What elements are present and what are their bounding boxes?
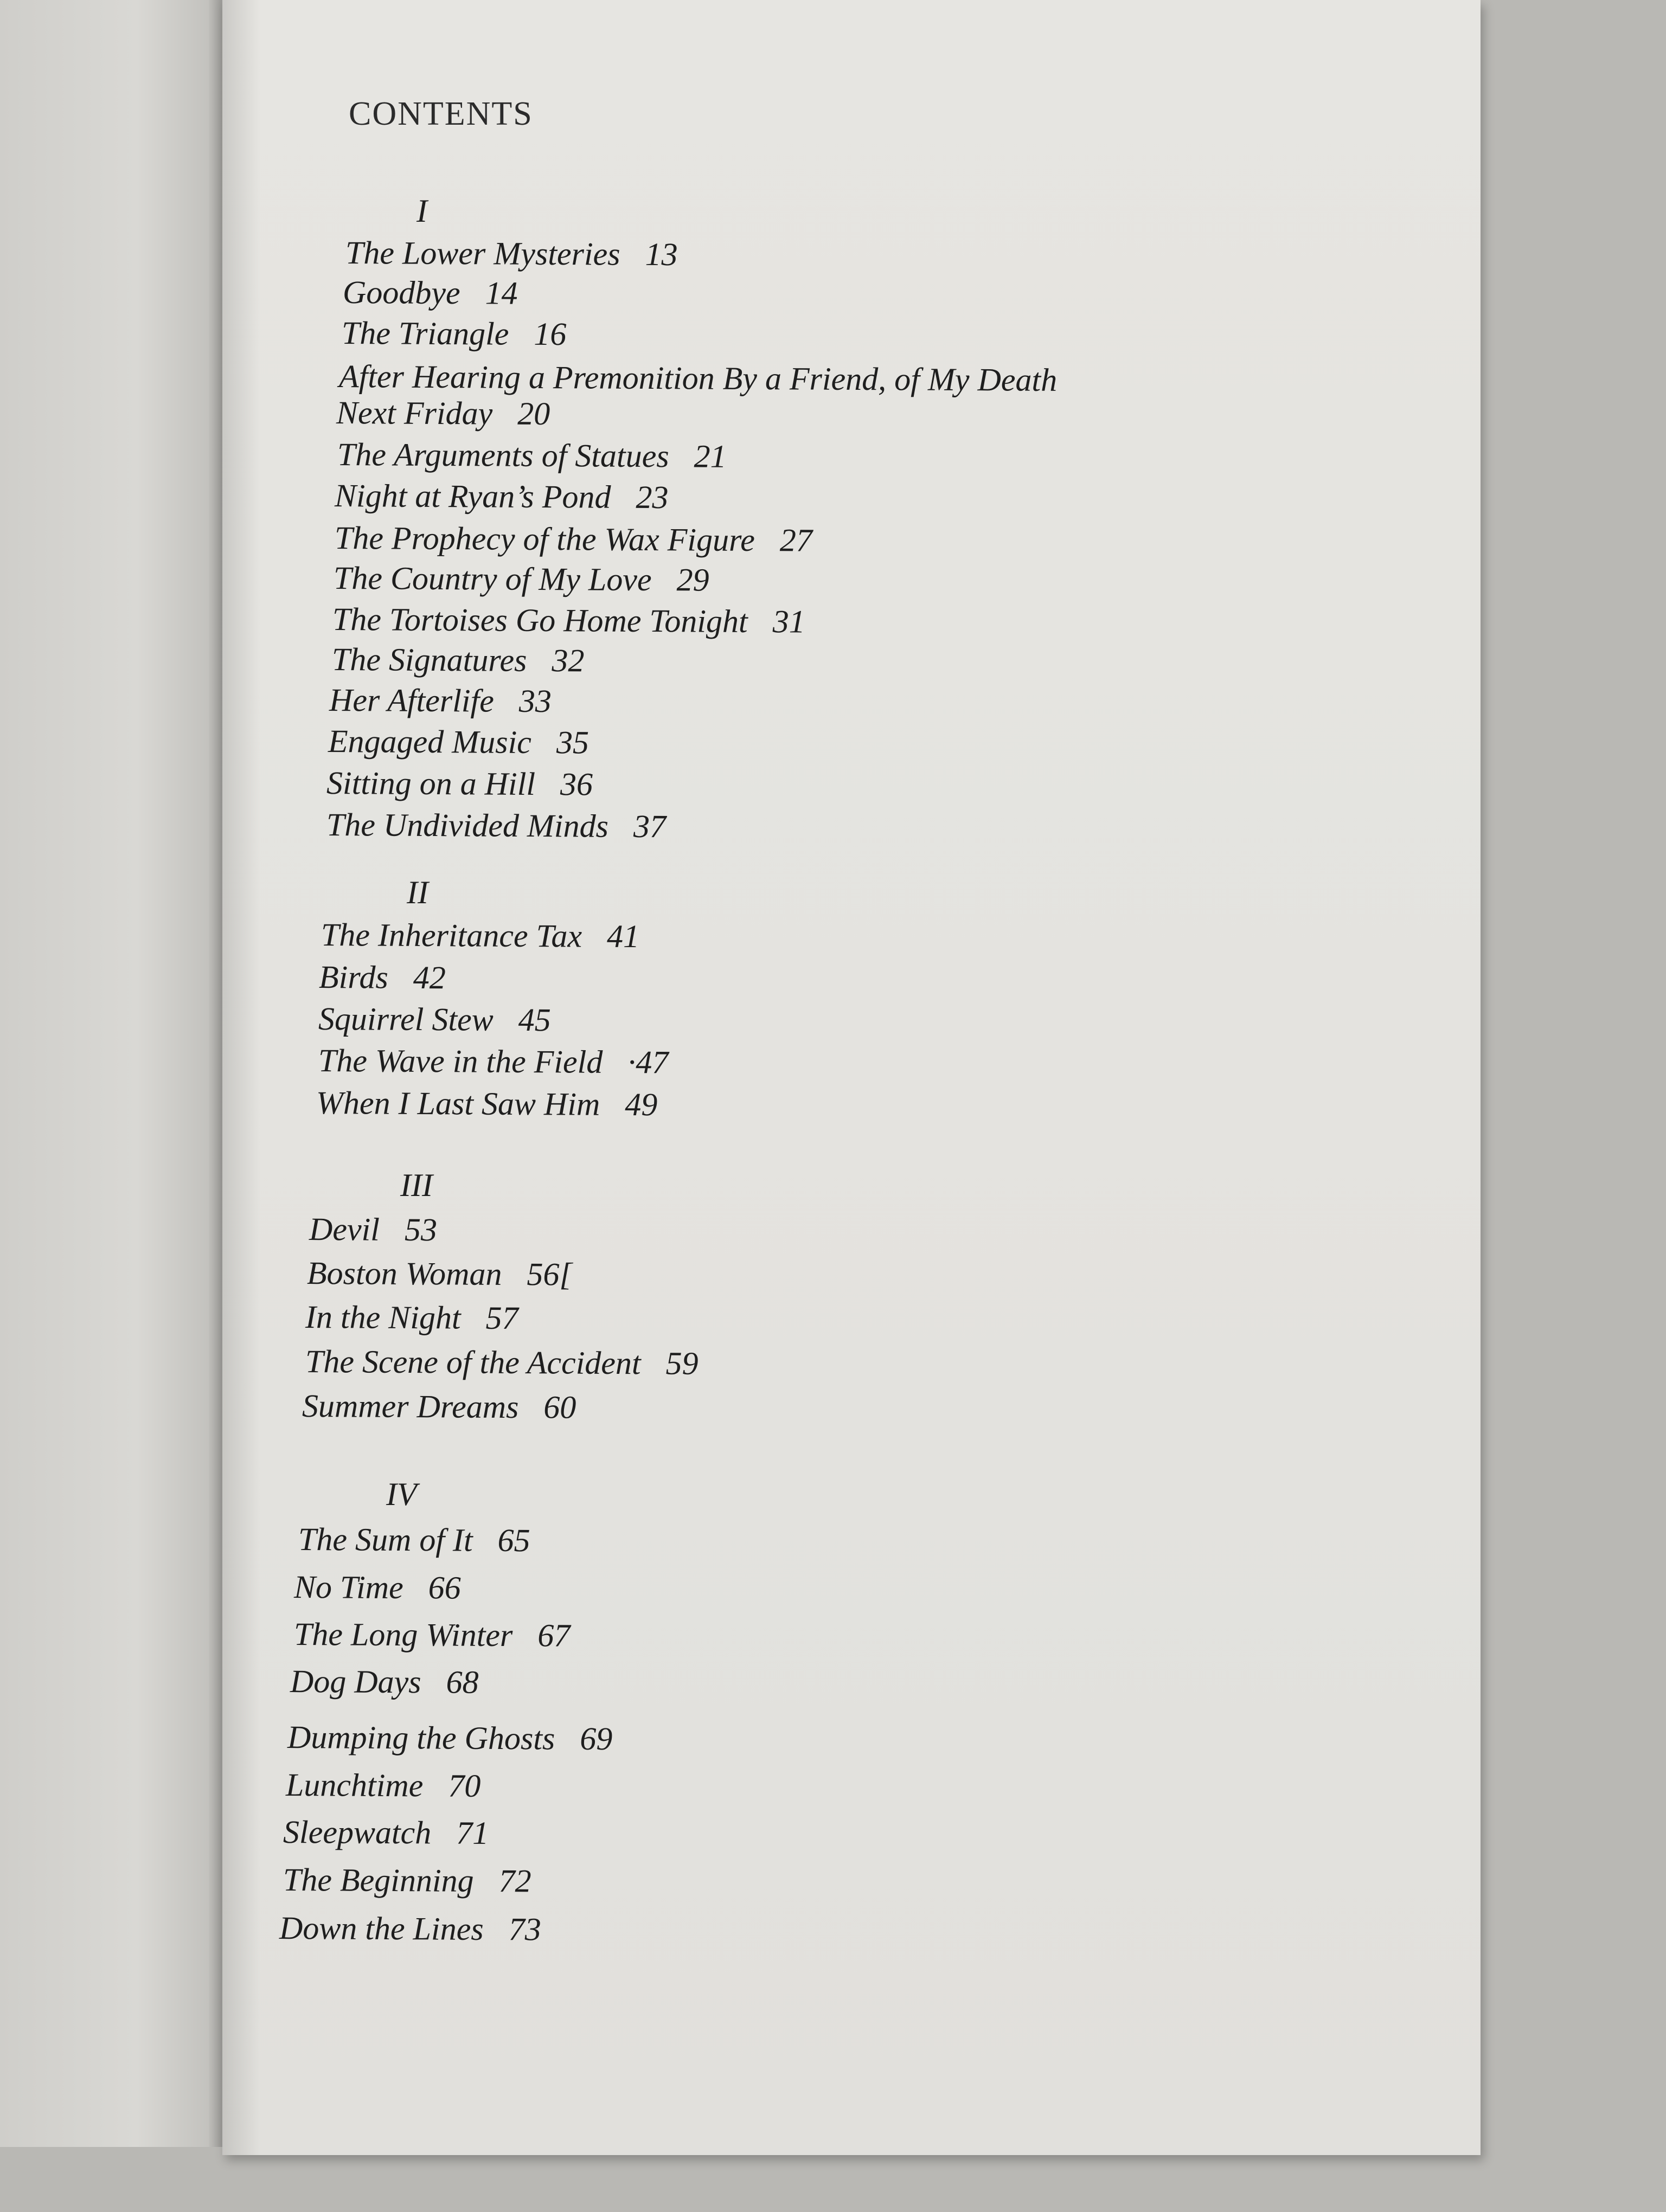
entry-page: 29: [676, 562, 709, 598]
toc-entry: [342, 314, 567, 353]
entry-title: Next Friday: [336, 395, 493, 432]
toc-entry: [294, 1568, 461, 1607]
entry-title: In the Night: [305, 1299, 461, 1336]
toc-entry: [332, 601, 805, 641]
toc-entry: [343, 274, 518, 312]
toc-entry: [336, 394, 550, 433]
entry-title: After Hearing a Premonition By a Friend, of My Death: [338, 358, 1058, 398]
entry-page: 45: [518, 1001, 551, 1038]
toc-entry: [345, 234, 678, 273]
entry-title: Dog Days: [290, 1663, 421, 1700]
entry-title: The Sum of It: [298, 1521, 473, 1558]
toc-entry: [305, 1298, 518, 1337]
entry-page: 68: [446, 1664, 479, 1700]
toc-entry: [316, 1084, 658, 1123]
toc-entry: [319, 959, 446, 996]
toc-entry: [294, 1616, 571, 1655]
entry-page: 53: [404, 1211, 438, 1248]
toc-entry: [283, 1814, 489, 1852]
entry-title: The Undivided Minds: [326, 807, 609, 844]
toc-entry: [305, 1343, 699, 1382]
toc-entry: [290, 1663, 479, 1701]
entry-page: 36: [560, 766, 593, 802]
section-numeral-1: I: [416, 193, 427, 229]
entry-page: 37: [633, 808, 667, 845]
entry-page: 32: [552, 642, 585, 679]
entry-title: The Long Winter: [293, 1616, 513, 1654]
entry-title: The Prophecy of the Wax Figure: [334, 520, 755, 558]
entry-title: Lunchtime: [285, 1767, 424, 1804]
entry-page: 42: [413, 959, 446, 996]
entry-title: The Wave in the Field: [318, 1043, 603, 1080]
toc-entry: [337, 436, 727, 475]
entry-title: Birds: [318, 959, 388, 995]
entry-page: 69: [580, 1720, 613, 1757]
toc-entry: [286, 1766, 481, 1805]
toc-entry: [279, 1909, 541, 1949]
facing-page: [0, 0, 228, 2147]
entry-page: 33: [518, 683, 552, 719]
entry-title: The Triangle: [341, 315, 509, 352]
entry-title: Goodbye: [342, 274, 460, 311]
entry-title: Boston Woman: [306, 1255, 502, 1292]
toc-entry: [335, 477, 669, 516]
contents-heading: CONTENTS: [349, 95, 533, 132]
entry-page: 13: [645, 236, 678, 273]
page-edge-shadow: [222, 0, 260, 2155]
entry-page: 23: [636, 479, 669, 516]
entry-title: Devil: [309, 1211, 380, 1248]
entry-page: 65: [497, 1522, 530, 1559]
entry-title: The Inheritance Tax: [321, 917, 582, 954]
entry-page: 41: [606, 918, 640, 955]
toc-entry: [339, 358, 1082, 399]
entry-title: The Tortoises Go Home Tonight: [332, 601, 748, 640]
toc-entry: [307, 1255, 572, 1294]
entry-title: Down the Lines: [279, 1910, 484, 1947]
entry-title: Summer Dreams: [302, 1388, 519, 1425]
entry-page: 70: [448, 1767, 481, 1804]
entry-page: 35: [556, 724, 589, 761]
toc-entry: [334, 560, 709, 599]
entry-page: 27: [779, 522, 812, 558]
entry-title: Her Afterlife: [329, 682, 495, 719]
toc-entry: [332, 641, 585, 679]
entry-page: 72: [498, 1863, 531, 1899]
toc-entry: [283, 1861, 531, 1900]
toc-entry: [321, 916, 639, 955]
entry-title: The Lower Mysteries: [345, 235, 620, 272]
toc-entry: [309, 1211, 437, 1249]
entry-title: Dumping the Ghosts: [287, 1719, 555, 1757]
entry-page: 66: [428, 1570, 461, 1606]
entry-title: The Scene of the Accident: [305, 1343, 641, 1381]
entry-title: The Country of My Love: [333, 560, 652, 598]
entry-title: The Beginning: [283, 1862, 474, 1899]
toc-entry: [329, 681, 552, 720]
toc-entry: [318, 1000, 551, 1039]
entry-title: No Time: [293, 1569, 403, 1606]
entry-title: Squirrel Stew: [318, 1001, 494, 1038]
section-numeral-2: II: [407, 874, 428, 910]
entry-page: 21: [694, 438, 727, 474]
toc-entry: [318, 1042, 669, 1081]
entry-page: 49: [625, 1086, 658, 1123]
toc-entry: [326, 764, 593, 803]
toc-entry: [287, 1719, 613, 1758]
entry-title: The Signatures: [331, 641, 527, 678]
entry-page: 59: [665, 1345, 699, 1381]
entry-page: 57: [485, 1300, 518, 1336]
entry-title: When I Last Saw Him: [316, 1085, 600, 1122]
entry-title: Engaged Music: [328, 723, 532, 760]
entry-page: 71: [456, 1815, 489, 1851]
entry-page: 56[: [527, 1256, 573, 1293]
entry-page: 20: [517, 395, 550, 432]
entry-page: 73: [508, 1911, 541, 1947]
toc-entry: [326, 806, 666, 845]
toc-entry: [328, 723, 589, 762]
section-numeral-3: III: [400, 1167, 433, 1203]
entry-title: Night at Ryan’s Pond: [334, 478, 611, 515]
entry-page: 31: [772, 603, 805, 640]
entry-page: 16: [534, 316, 567, 352]
entry-title: Sleepwatch: [283, 1814, 432, 1851]
entry-page: ·47: [627, 1044, 669, 1081]
toc-entry: [302, 1387, 576, 1426]
section-numeral-4: IV: [386, 1476, 417, 1512]
toc-entry: [298, 1521, 530, 1559]
entry-title: The Arguments of Statues: [337, 436, 669, 474]
entry-page: 14: [485, 275, 518, 311]
toc-entry: [335, 519, 812, 560]
entry-title: Sitting on a Hill: [326, 765, 536, 802]
entry-page: 67: [537, 1617, 571, 1654]
entry-page: 60: [543, 1389, 576, 1425]
